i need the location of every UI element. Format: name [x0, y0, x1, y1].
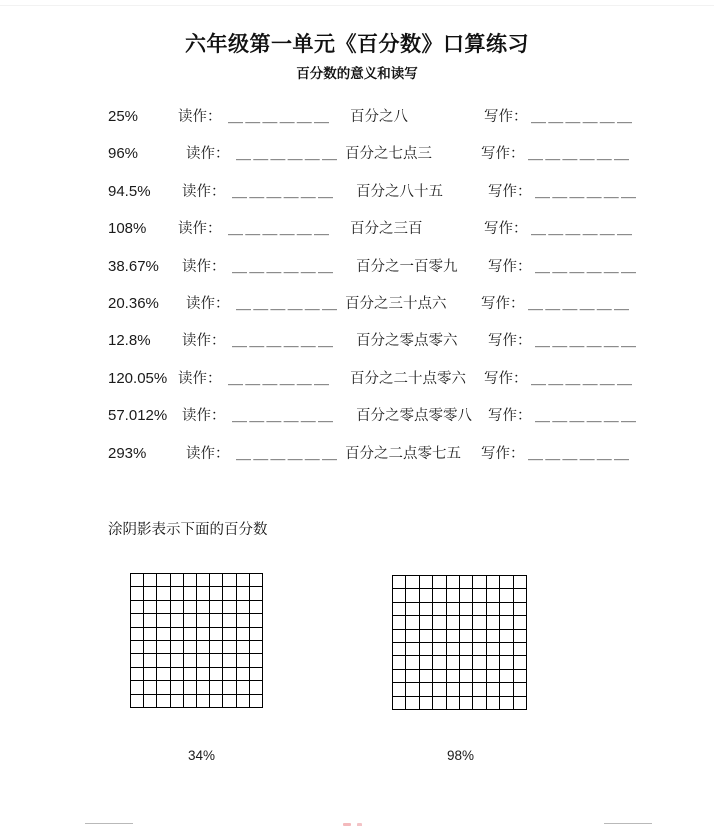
grid-cell[interactable]: [131, 668, 144, 681]
grid-cell[interactable]: [131, 601, 144, 614]
grid-cell[interactable]: [460, 670, 473, 683]
grid-cell[interactable]: [406, 643, 419, 656]
grid-cell[interactable]: [487, 683, 500, 696]
grid-cell[interactable]: [514, 683, 527, 696]
grid-cell[interactable]: [157, 614, 170, 627]
read-answer-blank[interactable]: ＿＿＿＿＿＿: [232, 182, 336, 200]
write-as-label: 写作：: [484, 109, 528, 125]
percent-value: 57.012%: [108, 407, 168, 425]
grid-cell[interactable]: [460, 589, 473, 602]
percent-value: 108%: [108, 220, 147, 238]
grid-cell[interactable]: [420, 697, 433, 710]
grid-cell[interactable]: [223, 614, 236, 627]
write-answer-blank[interactable]: ＿＿＿＿＿＿: [535, 257, 639, 275]
grid-cell[interactable]: [406, 616, 419, 629]
grid-cell[interactable]: [514, 643, 527, 656]
grid-cell[interactable]: [460, 643, 473, 656]
grid-cell[interactable]: [184, 628, 197, 641]
grid-cell[interactable]: [250, 668, 263, 681]
page-subtitle: 百分数的意义和读写: [296, 66, 418, 81]
grid-cell[interactable]: [237, 614, 250, 627]
grid-cell[interactable]: [460, 656, 473, 669]
write-as-label: 写作：: [488, 258, 532, 275]
grid-cell[interactable]: [144, 641, 157, 654]
grid-cell[interactable]: [487, 670, 500, 683]
grid-cell[interactable]: [406, 656, 419, 669]
exercise-row: [0, 332, 714, 369]
grid-cell[interactable]: [131, 695, 144, 708]
grid-cell[interactable]: [171, 681, 184, 694]
grid-cell[interactable]: [223, 641, 236, 654]
grid-cell[interactable]: [131, 654, 144, 667]
grid-cell[interactable]: [250, 628, 263, 641]
grid-cell[interactable]: [487, 576, 500, 589]
grid-cell[interactable]: [157, 668, 170, 681]
grid-cell[interactable]: [210, 641, 223, 654]
grid-cell[interactable]: [487, 643, 500, 656]
percent-value: 293%: [108, 444, 147, 462]
grid-cell[interactable]: [157, 574, 170, 587]
grid-cell[interactable]: [447, 630, 460, 643]
hundred-grid-2[interactable]: [392, 575, 527, 710]
grid-cell[interactable]: [487, 616, 500, 629]
grid-cell[interactable]: [433, 589, 446, 602]
grid-cell[interactable]: [433, 670, 446, 683]
grid-cell[interactable]: [393, 576, 406, 589]
grid-cell[interactable]: [473, 630, 486, 643]
grid-cell[interactable]: [393, 656, 406, 669]
grid-cell[interactable]: [237, 681, 250, 694]
exercise-list: [0, 108, 714, 482]
grid-cell[interactable]: [500, 616, 513, 629]
write-as-label: 写作：: [481, 146, 525, 163]
grid-cell[interactable]: [406, 697, 419, 710]
grid-cell[interactable]: [420, 630, 433, 643]
grid-cell[interactable]: [393, 603, 406, 616]
grid-cell[interactable]: [223, 695, 236, 708]
grid-cell[interactable]: [210, 654, 223, 667]
grid-cell[interactable]: [433, 630, 446, 643]
grid-cell[interactable]: [171, 668, 184, 681]
grid-cell[interactable]: [460, 697, 473, 710]
read-as-label: 读作：: [186, 445, 230, 462]
grid-cell[interactable]: [487, 697, 500, 710]
write-as-label: 写作：: [488, 333, 532, 350]
hundred-grid-1-caption: 34%: [188, 748, 216, 763]
read-as-label: 读作：: [186, 146, 230, 163]
read-as-label: 读作：: [182, 183, 226, 200]
percent-in-words: 百分之七点三: [345, 146, 432, 163]
grid-cell[interactable]: [197, 668, 210, 681]
percent-in-words: 百分之八: [350, 109, 408, 125]
read-as-label: 读作：: [182, 408, 226, 425]
grid-cell[interactable]: [406, 670, 419, 683]
grid-cell[interactable]: [406, 589, 419, 602]
grid-cell[interactable]: [171, 601, 184, 614]
grid-cell[interactable]: [473, 589, 486, 602]
grid-cell[interactable]: [250, 654, 263, 667]
grid-cell[interactable]: [500, 603, 513, 616]
grid-cell[interactable]: [500, 576, 513, 589]
grid-cell[interactable]: [197, 654, 210, 667]
grid-cell[interactable]: [223, 654, 236, 667]
grid-cell[interactable]: [420, 683, 433, 696]
grid-cell[interactable]: [210, 587, 223, 600]
grid-cell[interactable]: [131, 574, 144, 587]
grid-cell[interactable]: [171, 641, 184, 654]
grid-cell[interactable]: [171, 628, 184, 641]
toolbar-right-edge: [604, 823, 652, 824]
grid-cell[interactable]: [144, 601, 157, 614]
write-as-label: 写作：: [481, 445, 525, 462]
grid-cell[interactable]: [197, 681, 210, 694]
grid-cell[interactable]: [144, 587, 157, 600]
exercise-row: [0, 183, 714, 220]
grid-cell[interactable]: [237, 587, 250, 600]
percent-value: 120.05%: [108, 369, 168, 387]
percent-value: 96%: [108, 145, 139, 163]
grid-cell[interactable]: [223, 681, 236, 694]
percent-value: 20.36%: [108, 294, 159, 312]
exercise-row: [0, 145, 714, 182]
grid-cell[interactable]: [210, 695, 223, 708]
read-answer-blank[interactable]: ＿＿＿＿＿＿: [232, 257, 336, 275]
grid-cell[interactable]: [144, 668, 157, 681]
grid-cell[interactable]: [250, 695, 263, 708]
write-answer-blank[interactable]: ＿＿＿＿＿＿: [535, 182, 639, 200]
percent-value: 94.5%: [108, 182, 151, 200]
grid-cell[interactable]: [237, 601, 250, 614]
percent-in-words: 百分之三百: [350, 221, 423, 238]
grid-cell[interactable]: [514, 630, 527, 643]
grid-cell[interactable]: [223, 587, 236, 600]
grid-cell[interactable]: [250, 587, 263, 600]
exercise-row: [0, 108, 714, 145]
grid-cell[interactable]: [144, 681, 157, 694]
grid-cell[interactable]: [250, 681, 263, 694]
grid-cell[interactable]: [197, 695, 210, 708]
grid-cell[interactable]: [433, 683, 446, 696]
read-as-label: 读作：: [182, 333, 226, 350]
grid-cell[interactable]: [473, 643, 486, 656]
toolbar-left-edge: [85, 823, 133, 824]
grid-cell[interactable]: [131, 681, 144, 694]
grid-cell[interactable]: [473, 683, 486, 696]
grid-cell[interactable]: [237, 695, 250, 708]
write-answer-blank[interactable]: ＿＿＿＿＿＿: [528, 145, 632, 163]
write-answer-blank[interactable]: ＿＿＿＿＿＿: [531, 220, 635, 238]
grid-cell[interactable]: [447, 643, 460, 656]
grid-cell[interactable]: [393, 643, 406, 656]
grid-cell[interactable]: [223, 601, 236, 614]
read-answer-blank[interactable]: ＿＿＿＿＿＿: [236, 294, 340, 312]
grid-cell[interactable]: [433, 643, 446, 656]
grid-cell[interactable]: [473, 576, 486, 589]
write-as-label: 写作：: [488, 183, 532, 200]
grid-cell[interactable]: [500, 656, 513, 669]
grid-cell[interactable]: [393, 670, 406, 683]
grid-cell[interactable]: [157, 601, 170, 614]
grid-cell[interactable]: [447, 603, 460, 616]
grid-cell[interactable]: [433, 603, 446, 616]
write-as-label: 写作：: [484, 221, 528, 238]
grid-cell[interactable]: [131, 587, 144, 600]
grid-cell[interactable]: [184, 601, 197, 614]
grid-cell[interactable]: [514, 616, 527, 629]
grid-cell[interactable]: [184, 695, 197, 708]
read-answer-blank[interactable]: ＿＿＿＿＿＿: [228, 369, 332, 387]
grid-cell[interactable]: [131, 614, 144, 627]
grid-cell[interactable]: [420, 670, 433, 683]
grid-cell[interactable]: [237, 574, 250, 587]
grid-cell[interactable]: [171, 614, 184, 627]
grid-cell[interactable]: [460, 603, 473, 616]
grid-cell[interactable]: [210, 668, 223, 681]
grid-cell[interactable]: [487, 630, 500, 643]
read-as-label: 读作：: [182, 258, 226, 275]
grid-cell[interactable]: [171, 574, 184, 587]
grid-cell[interactable]: [460, 616, 473, 629]
grid-cell[interactable]: [460, 683, 473, 696]
grid-cell[interactable]: [157, 654, 170, 667]
hundred-grid-2-caption: 98%: [447, 748, 475, 763]
grid-cell[interactable]: [514, 697, 527, 710]
grid-cell[interactable]: [500, 630, 513, 643]
grid-cell[interactable]: [157, 628, 170, 641]
exercise-row: [0, 370, 714, 407]
grid-cell[interactable]: [237, 628, 250, 641]
grid-cell[interactable]: [144, 628, 157, 641]
grid-cell[interactable]: [500, 589, 513, 602]
grid-cell[interactable]: [184, 574, 197, 587]
grid-cell[interactable]: [223, 668, 236, 681]
exercise-row: [0, 220, 714, 257]
grid-cell[interactable]: [223, 574, 236, 587]
percent-in-words: 百分之三十点六: [345, 295, 447, 312]
exercise-row: [0, 295, 714, 332]
grid-cell[interactable]: [487, 603, 500, 616]
grid-cell[interactable]: [514, 656, 527, 669]
grid-cell[interactable]: [487, 589, 500, 602]
grid-cell[interactable]: [500, 643, 513, 656]
grid-cell[interactable]: [197, 628, 210, 641]
grid-cell[interactable]: [144, 614, 157, 627]
read-answer-blank[interactable]: ＿＿＿＿＿＿: [232, 407, 336, 425]
hundred-grid-1[interactable]: [130, 573, 263, 708]
grid-cell[interactable]: [447, 670, 460, 683]
grid-cell[interactable]: [144, 654, 157, 667]
grid-cell[interactable]: [393, 697, 406, 710]
grid-cell[interactable]: [210, 574, 223, 587]
grid-cell[interactable]: [210, 601, 223, 614]
grid-cell[interactable]: [447, 589, 460, 602]
grid-cell[interactable]: [500, 683, 513, 696]
grid-cell[interactable]: [406, 576, 419, 589]
grid-cell[interactable]: [447, 683, 460, 696]
grid-cell[interactable]: [420, 603, 433, 616]
grid-cell[interactable]: [197, 574, 210, 587]
grid-cell[interactable]: [171, 654, 184, 667]
percent-in-words: 百分之二点零七五: [345, 445, 461, 462]
grid-cell[interactable]: [184, 668, 197, 681]
grid-cell[interactable]: [473, 656, 486, 669]
cropped-bottom-toolbar: [0, 822, 714, 826]
grid-cell[interactable]: [250, 641, 263, 654]
grid-cell[interactable]: [433, 656, 446, 669]
grid-cell[interactable]: [184, 654, 197, 667]
grid-cell[interactable]: [157, 695, 170, 708]
read-as-label: 读作：: [178, 109, 222, 125]
percent-in-words: 百分之一百零九: [356, 258, 458, 275]
grid-cell[interactable]: [237, 668, 250, 681]
grid-cell[interactable]: [487, 656, 500, 669]
grid-cell[interactable]: [447, 697, 460, 710]
grid-cell[interactable]: [157, 587, 170, 600]
exercise-row: [0, 445, 714, 482]
exercise-row: [0, 258, 714, 295]
grid-cell[interactable]: [447, 616, 460, 629]
grid-cell[interactable]: [393, 630, 406, 643]
grid-cell[interactable]: [237, 641, 250, 654]
shading-instruction: 涂阴影表示下面的百分数: [108, 522, 268, 538]
grid-cell[interactable]: [250, 574, 263, 587]
write-answer-blank[interactable]: ＿＿＿＿＿＿: [535, 332, 639, 350]
grid-cell[interactable]: [197, 614, 210, 627]
grid-cell[interactable]: [184, 587, 197, 600]
read-as-label: 读作：: [178, 221, 222, 238]
grid-cell[interactable]: [157, 641, 170, 654]
grid-cell[interactable]: [131, 641, 144, 654]
grid-cell[interactable]: [420, 589, 433, 602]
percent-in-words: 百分之八十五: [356, 183, 443, 200]
grid-cell[interactable]: [184, 641, 197, 654]
grid-cell[interactable]: [237, 654, 250, 667]
grid-cell[interactable]: [250, 601, 263, 614]
grid-cell[interactable]: [514, 670, 527, 683]
grid-cell[interactable]: [406, 630, 419, 643]
read-answer-blank[interactable]: ＿＿＿＿＿＿: [236, 444, 340, 462]
grid-cell[interactable]: [420, 576, 433, 589]
grid-cell[interactable]: [514, 576, 527, 589]
grid-cell[interactable]: [250, 614, 263, 627]
grid-cell[interactable]: [393, 683, 406, 696]
grid-cell[interactable]: [473, 603, 486, 616]
write-answer-blank[interactable]: ＿＿＿＿＿＿: [531, 369, 635, 387]
page-title: 六年级第一单元《百分数》口算练习: [185, 31, 529, 56]
grid-cell[interactable]: [171, 587, 184, 600]
percent-in-words: 百分之零点零六: [356, 333, 458, 350]
grid-cell[interactable]: [171, 695, 184, 708]
grid-cell[interactable]: [514, 603, 527, 616]
grid-cell[interactable]: [500, 697, 513, 710]
grid-cell[interactable]: [433, 616, 446, 629]
grid-cell[interactable]: [473, 697, 486, 710]
grid-cell[interactable]: [144, 695, 157, 708]
grid-cell[interactable]: [184, 614, 197, 627]
read-answer-blank[interactable]: ＿＿＿＿＿＿: [228, 220, 332, 238]
grid-cell[interactable]: [420, 656, 433, 669]
percent-in-words: 百分之零点零零八: [356, 408, 472, 425]
write-as-label: 写作：: [488, 408, 532, 425]
grid-cell[interactable]: [406, 603, 419, 616]
write-answer-blank[interactable]: ＿＿＿＿＿＿: [535, 407, 639, 425]
grid-cell[interactable]: [406, 683, 419, 696]
read-as-label: 读作：: [186, 295, 230, 312]
grid-cell[interactable]: [433, 576, 446, 589]
percent-value: 12.8%: [108, 332, 151, 350]
write-answer-blank[interactable]: ＿＿＿＿＿＿: [528, 444, 632, 462]
grid-cell[interactable]: [433, 697, 446, 710]
grid-cell[interactable]: [460, 630, 473, 643]
grid-cell[interactable]: [500, 670, 513, 683]
grid-cell[interactable]: [473, 616, 486, 629]
grid-cell[interactable]: [157, 681, 170, 694]
grid-cell[interactable]: [420, 643, 433, 656]
percent-value: 25%: [108, 108, 139, 125]
grid-cell[interactable]: [210, 614, 223, 627]
grid-cell[interactable]: [144, 574, 157, 587]
grid-cell[interactable]: [460, 576, 473, 589]
grid-cell[interactable]: [420, 616, 433, 629]
grid-cell[interactable]: [197, 641, 210, 654]
exercise-row: [0, 407, 714, 444]
read-answer-blank[interactable]: ＿＿＿＿＿＿: [232, 332, 336, 350]
grid-cell[interactable]: [393, 589, 406, 602]
grid-cell[interactable]: [514, 589, 527, 602]
grid-cell[interactable]: [447, 576, 460, 589]
grid-cell[interactable]: [210, 628, 223, 641]
percent-in-words: 百分之二十点零六: [350, 370, 466, 387]
grid-cell[interactable]: [184, 681, 197, 694]
grid-cell[interactable]: [197, 601, 210, 614]
grid-cell[interactable]: [393, 616, 406, 629]
grid-cell[interactable]: [223, 628, 236, 641]
write-answer-blank[interactable]: ＿＿＿＿＿＿: [531, 108, 635, 125]
write-as-label: 写作：: [481, 295, 525, 312]
grid-cell[interactable]: [473, 670, 486, 683]
page-top-hairline: [0, 5, 714, 6]
grid-cell[interactable]: [131, 628, 144, 641]
write-answer-blank[interactable]: ＿＿＿＿＿＿: [528, 294, 632, 312]
percent-value: 38.67%: [108, 257, 159, 275]
grid-cell[interactable]: [210, 681, 223, 694]
grid-cell[interactable]: [447, 656, 460, 669]
write-as-label: 写作：: [484, 370, 528, 387]
grid-cell[interactable]: [197, 587, 210, 600]
read-answer-blank[interactable]: ＿＿＿＿＿＿: [236, 145, 340, 163]
read-answer-blank[interactable]: ＿＿＿＿＿＿: [228, 108, 332, 125]
read-as-label: 读作：: [178, 370, 222, 387]
